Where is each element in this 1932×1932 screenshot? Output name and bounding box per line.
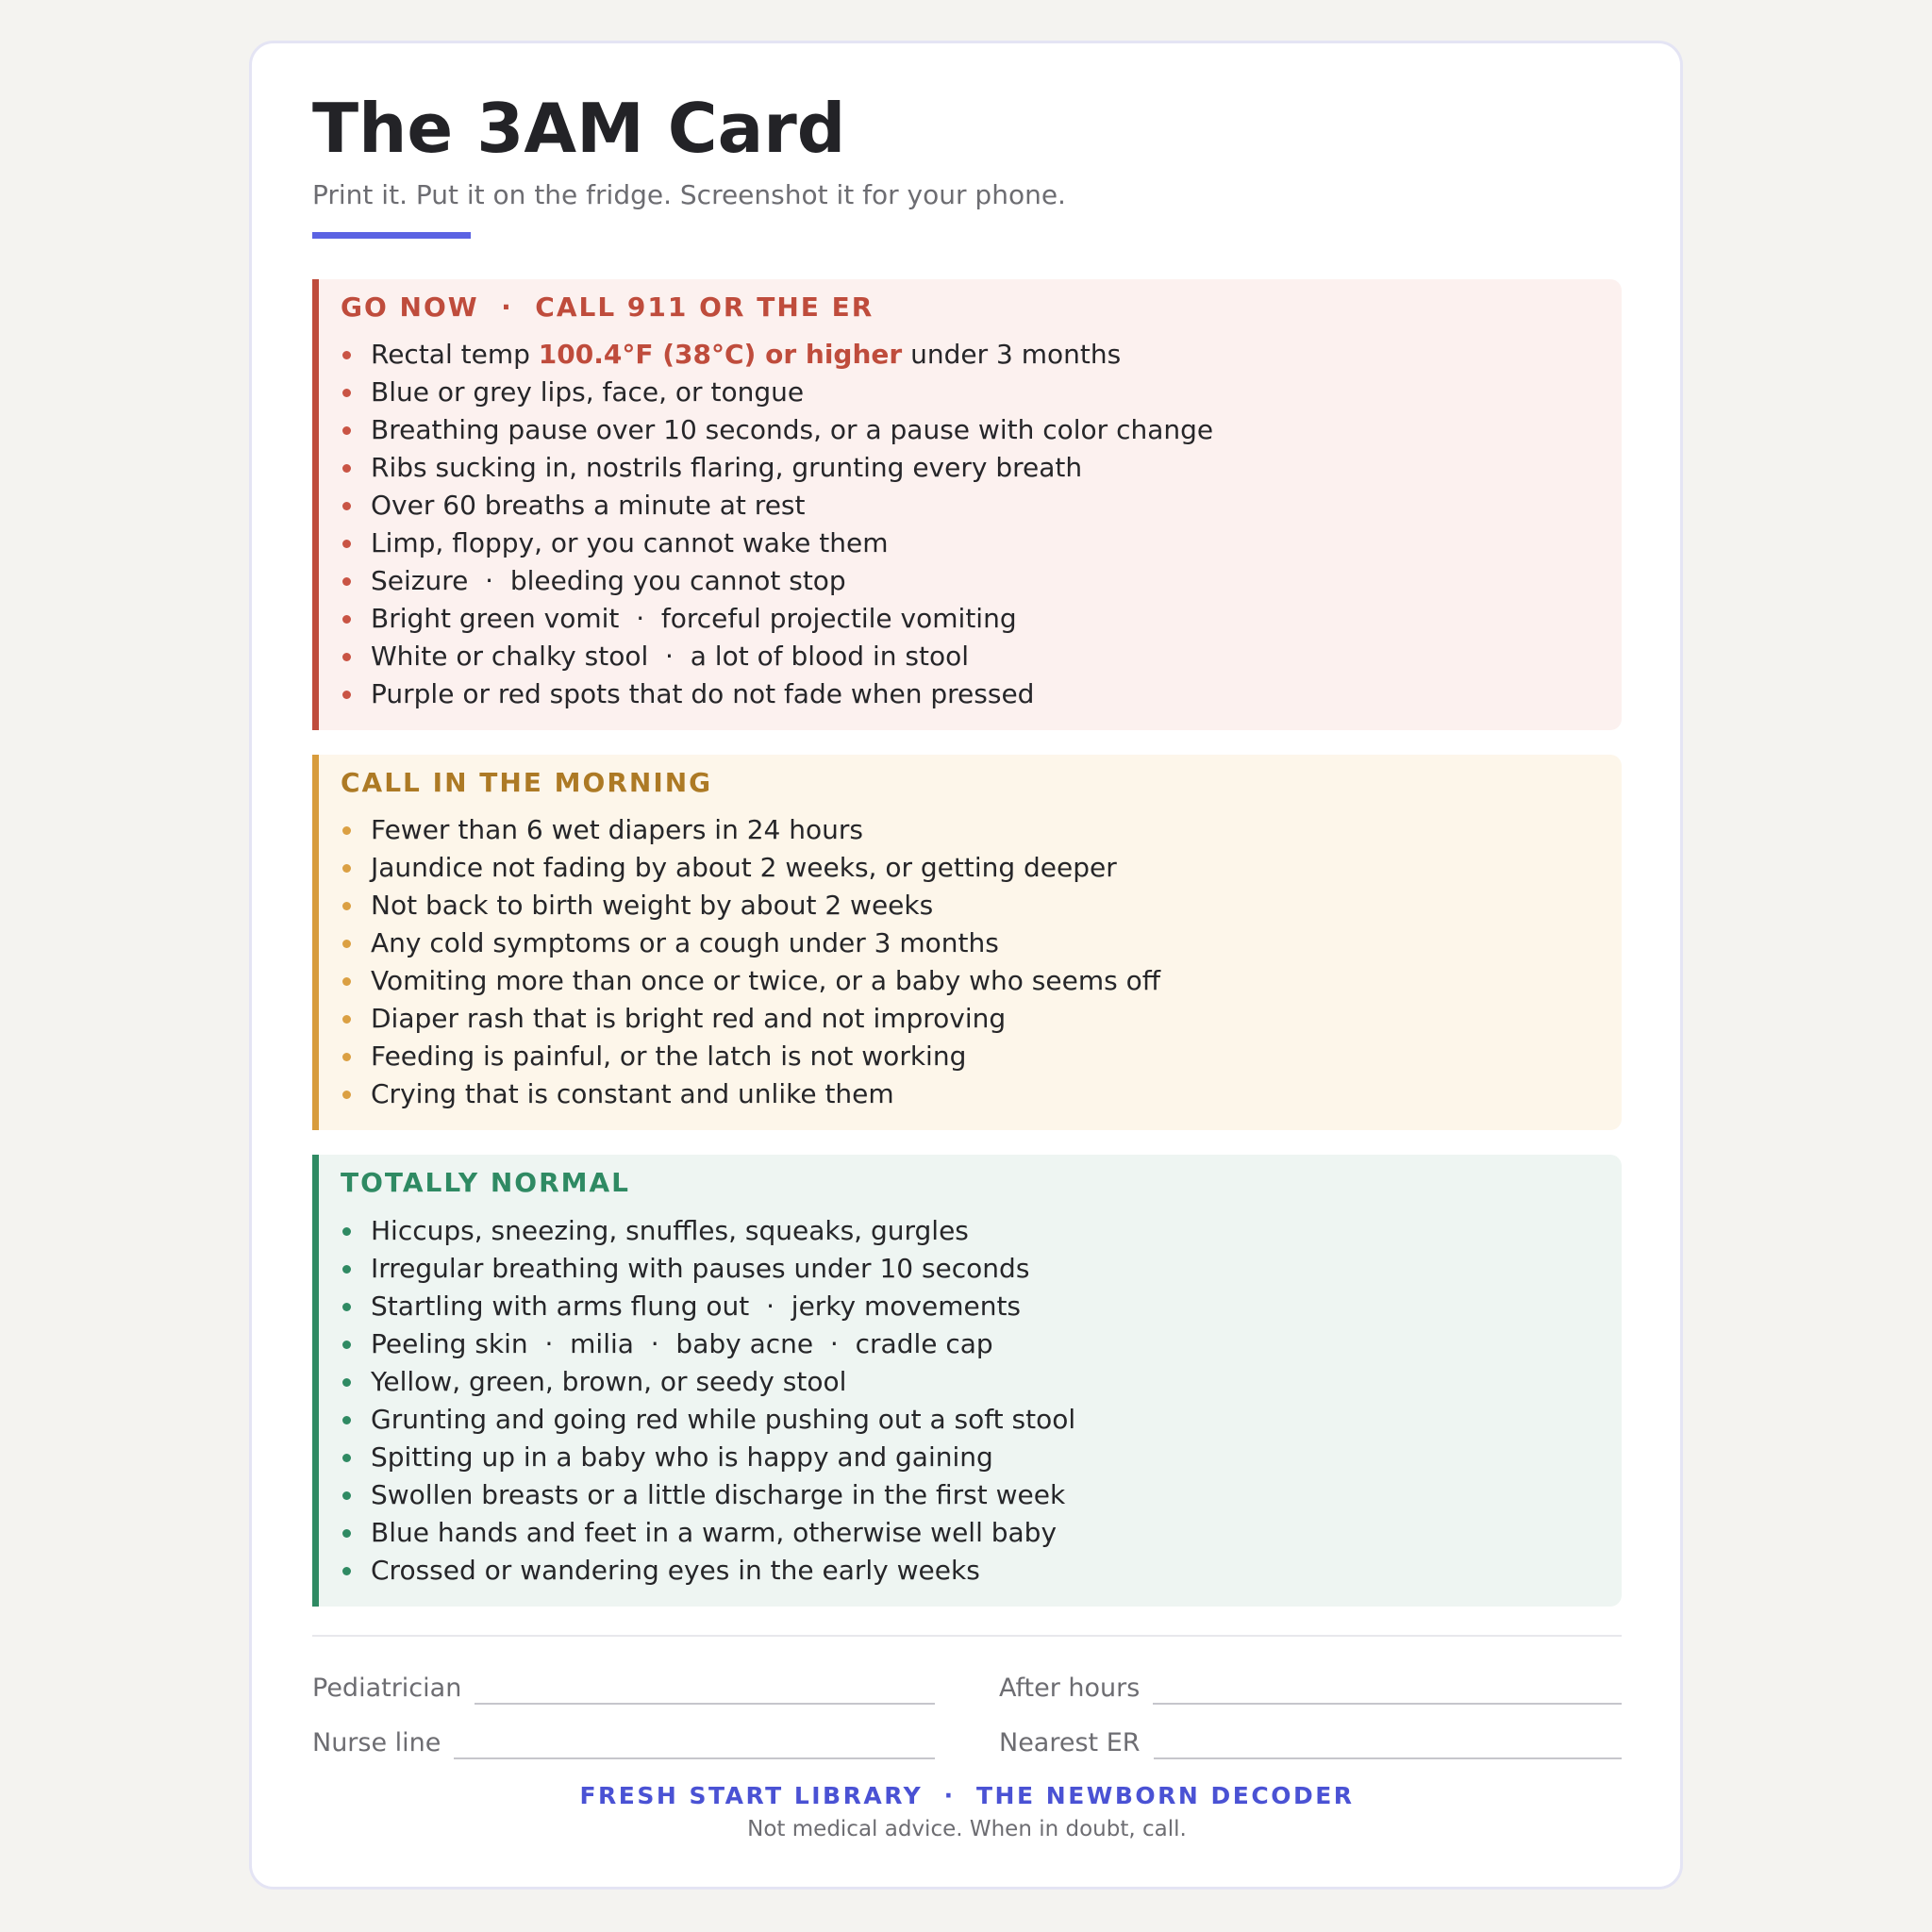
list-item: Fewer than 6 wet diapers in 24 hours — [341, 811, 1599, 849]
totally-normal-heading: TOTALLY NORMAL — [341, 1167, 631, 1199]
contacts-grid — [312, 1665, 1622, 1759]
totally-normal-list — [341, 1212, 1599, 1590]
footer-disclaimer: Not medical advice. When in doubt, call. — [747, 1816, 1187, 1841]
page-title: The 3AM Card — [312, 89, 846, 168]
list-item: Not back to birth weight by about 2 weeks — [341, 887, 1599, 924]
pediatrician-field — [312, 1665, 935, 1705]
list-item: Any cold symptoms or a cough under 3 months — [341, 924, 1599, 962]
list-item: Startling with arms flung out · jerky movements — [341, 1288, 1599, 1325]
list-item: Over 60 breaths a minute at rest — [341, 487, 1599, 525]
call-morning-section — [312, 755, 1622, 1130]
pediatrician-blank-line — [475, 1702, 935, 1705]
go-now-heading: GO NOW · CALL 911 OR THE ER — [341, 291, 874, 323]
list-item: Blue hands and feet in a warm, otherwise well baby — [341, 1514, 1599, 1552]
fever-threshold-highlight: 100.4°F (38°C) or higher — [538, 338, 903, 370]
list-item: Crying that is constant and unlike them — [341, 1075, 1599, 1113]
list-item: Crossed or wandering eyes in the early weeks — [341, 1552, 1599, 1590]
after-hours-blank-line — [1153, 1702, 1622, 1705]
call-morning-heading: CALL IN THE MORNING — [341, 766, 713, 798]
nurse-line-field — [312, 1720, 935, 1759]
call-morning-list — [341, 811, 1599, 1113]
list-item: Yellow, green, brown, or seedy stool — [341, 1363, 1599, 1401]
contacts-divider — [312, 1635, 1622, 1637]
nurse-line-label: Nurse line — [312, 1728, 441, 1758]
after-hours-label: After hours — [999, 1674, 1141, 1704]
footer-brand: FRESH START LIBRARY · THE NEWBORN DECODER — [579, 1781, 1355, 1809]
list-item: Limp, floppy, or you cannot wake them — [341, 525, 1599, 562]
list-item-prefix: Rectal temp — [371, 338, 539, 370]
go-now-section — [312, 279, 1622, 730]
three-am-card — [249, 41, 1683, 1890]
list-item: Blue or grey lips, face, or tongue — [341, 374, 1599, 411]
pediatrician-label: Pediatrician — [312, 1674, 462, 1704]
title-accent-bar — [312, 232, 471, 239]
list-item: Spitting up in a baby who is happy and gaining — [341, 1439, 1599, 1476]
nearest-er-blank-line — [1154, 1757, 1622, 1759]
list-item: Breathing pause over 10 seconds, or a pause with color change — [341, 411, 1599, 449]
list-item: Vomiting more than once or twice, or a baby who seems off — [341, 962, 1599, 1000]
list-item: White or chalky stool · a lot of blood in stool — [341, 638, 1599, 675]
list-item — [341, 336, 1599, 374]
page-subtitle: Print it. Put it on the fridge. Screenshot it for your phone. — [312, 179, 1066, 210]
list-item: Diaper rash that is bright red and not improving — [341, 1000, 1599, 1038]
list-item-suffix: under 3 months — [902, 338, 1122, 370]
list-item: Hiccups, sneezing, snuffles, squeaks, gurgles — [341, 1212, 1599, 1250]
after-hours-field — [999, 1665, 1622, 1705]
list-item: Irregular breathing with pauses under 10 seconds — [341, 1250, 1599, 1288]
go-now-list — [341, 336, 1599, 713]
list-item: Purple or red spots that do not fade when pressed — [341, 675, 1599, 713]
list-item: Bright green vomit · forceful projectile vomiting — [341, 600, 1599, 638]
list-item: Grunting and going red while pushing out a soft stool — [341, 1401, 1599, 1439]
list-item: Jaundice not fading by about 2 weeks, or getting deeper — [341, 849, 1599, 887]
nurse-line-blank-line — [454, 1757, 935, 1759]
list-item: Seizure · bleeding you cannot stop — [341, 562, 1599, 600]
list-item: Peeling skin · milia · baby acne · cradle cap — [341, 1325, 1599, 1363]
list-item: Swollen breasts or a little discharge in the first week — [341, 1476, 1599, 1514]
list-item: Feeding is painful, or the latch is not working — [341, 1038, 1599, 1075]
list-item: Ribs sucking in, nostrils flaring, grunting every breath — [341, 449, 1599, 487]
nearest-er-field — [999, 1720, 1622, 1759]
totally-normal-section — [312, 1155, 1622, 1606]
nearest-er-label: Nearest ER — [999, 1728, 1141, 1758]
